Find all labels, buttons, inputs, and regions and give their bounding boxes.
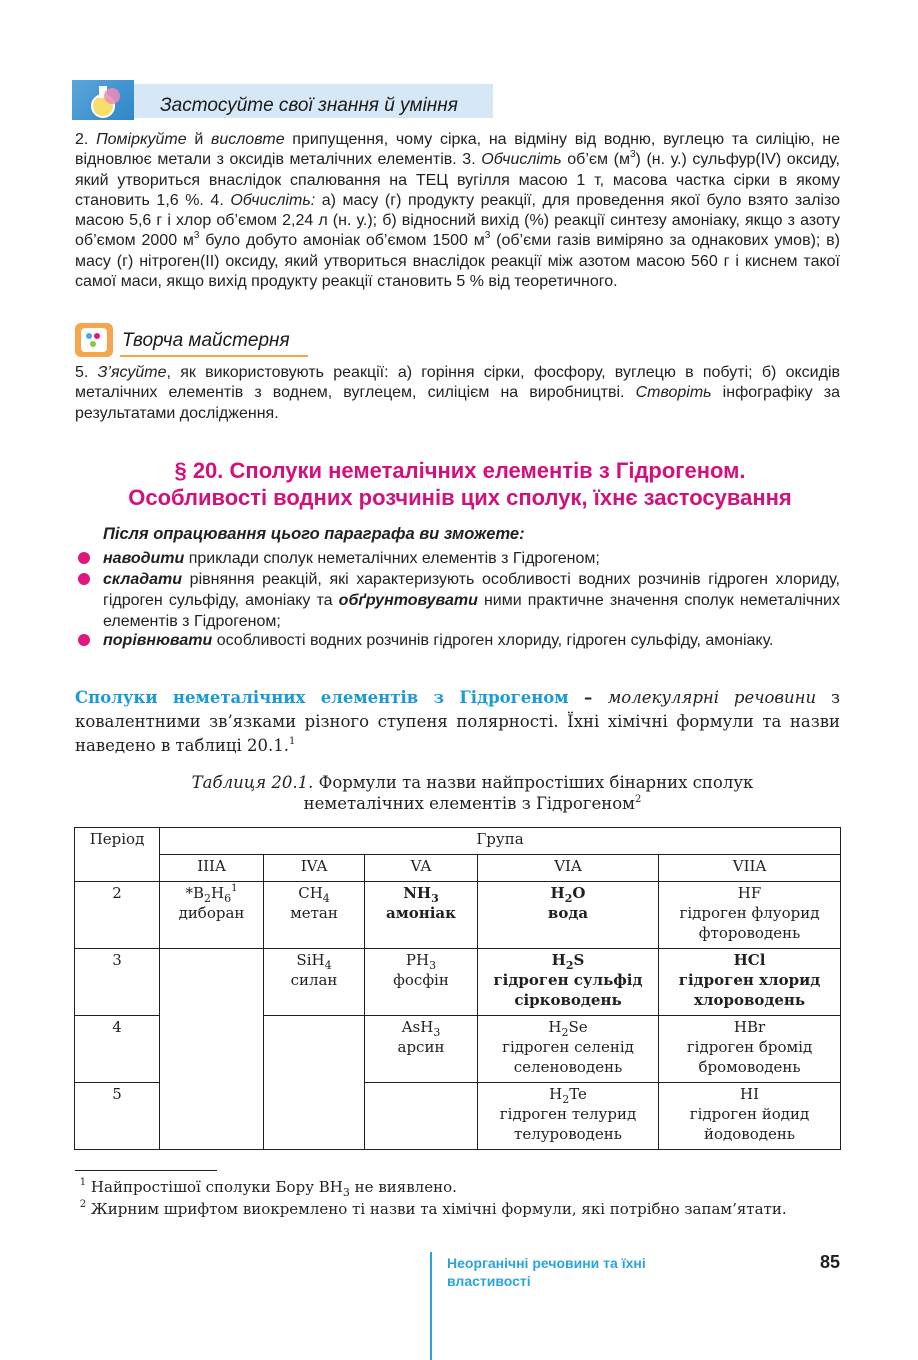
table-caption-line1: Таблиця 20.1. Формули та назви найпростіших бінарних сполук [191, 773, 754, 792]
cell-hbr: HBr гідроген бромід бромоводень [659, 1016, 841, 1083]
group-viia: VIIA [659, 855, 841, 882]
goal-item-1: наводити приклади сполук неметалічних елементів з Гідрогеном; [103, 550, 600, 567]
section-title-line1: § 20. Сполуки неметалічних елементів з Гідрогеном. [174, 458, 746, 483]
period-4: 4 [75, 1016, 160, 1083]
goal-item-3: порівнювати особливості водних розчинів гідроген хлориду, гідроген сульфіду, амоніаку. [103, 632, 774, 649]
cell-h2se: $H_2Se$ гідроген селенід селеноводень [478, 1016, 659, 1083]
cell-ph3: $PH_3$ фосфін [365, 949, 478, 1016]
group-via: VIA [478, 855, 659, 882]
palette-icon [75, 323, 113, 357]
compounds-table [74, 827, 841, 1150]
footer-divider [430, 1252, 432, 1360]
header-period: Період [75, 828, 160, 882]
running-footer: Неорганічні речовини та їхні властивості [447, 1255, 646, 1289]
section-title-line2: Особливості водних розчинів цих сполук, їхнє застосування [128, 485, 792, 510]
table-row [75, 949, 841, 1016]
footnote-2: $^2$ Жирним шрифтом виокремлено ті назви та хімічні формули, які потрібно запам’ятати. [79, 1199, 787, 1218]
cell-b2h6: $*B_2H_6^1$ диборан [160, 882, 264, 949]
table-row [75, 882, 841, 949]
cell-h2s: $H_2S$ гідроген сульфід сірководень [478, 949, 659, 1016]
period-2: 2 [75, 882, 160, 949]
table-caption-line2: неметалічних елементів з Гідрогеном$^2$ [303, 794, 642, 813]
cell-h2te: $H_2Te$ гідроген телурид телуроводень [478, 1083, 659, 1150]
task5-paragraph: 5. З’ясуйте, як використовують реакції: а) горіння сірки, фосфору, вуглецю в побуті; б) оксидів металічних елементів з воднем, вуглецем, силіцієм на виробництві. Створіть інфографіку за результатами дослідження. [75, 364, 841, 422]
footnote-rule [75, 1170, 217, 1171]
bullet-icon [78, 634, 90, 646]
cell-sih4: SiH$_4$ силан [264, 949, 365, 1016]
page-number: 85 [819, 1252, 840, 1272]
cell-ash3: AsH$_3$ арсин [365, 1016, 478, 1083]
period-5: 5 [75, 1083, 160, 1150]
flask-icon [72, 80, 134, 120]
bullet-icon [78, 552, 90, 564]
goals-heading: Після опрацювання цього параграфа ви зможете: [103, 525, 525, 543]
group-va: VA [365, 855, 478, 882]
tasks-paragraph: 2. Поміркуйте й висловте припущення, чому сірка, на відміну від водню, вуглецю та силіцію, не відновлює метали з оксидів металічних елементів. 3. Обчисліть об’єм $(м^3)$ (н. у.) сульфур(IV) оксиду, який утвориться внаслідок спалювання на ТЕЦ вугілля масою 1 т, масова частка сірки в якому становить 1,6 %. 4. Обчисліть: а) масу (г) продукту реакції, для проведення якої було взято залізо масою 5,6 г і хлор об’ємом 2,24 л (н. у.); б) відносний вихід (%) реакції синтезу амоніаку, якщо з азоту об’ємом 2000 $м^3$ було добуто амоніак об’ємом 1500 $м^3$ (об’єми газів виміряно за однакових умов); в) масу (г) нітроген(II) оксиду, який утвориться внаслідок реакції між азотом масою 560 г і киснем такої самої маси, якщо вихід продукту реакції становить 5 % від теоретичного. [75, 131, 841, 291]
cell-h2o: $H_2O$ вода [478, 882, 659, 949]
cell-empty-va [365, 1083, 478, 1150]
creative-workshop-title: Творча майстерня [122, 330, 290, 351]
cell-hf: HF гідроген флуорид фтороводень [659, 882, 841, 949]
creative-workshop-underline [120, 355, 308, 357]
cell-hi: HI гідроген йодид йодоводень [659, 1083, 841, 1150]
bullet-icon [78, 573, 90, 585]
period-3: 3 [75, 949, 160, 1016]
cell-hcl: HCl гідроген хлорид хлороводень [659, 949, 841, 1016]
cell-nh3: $NH_3$ амоніак [365, 882, 478, 949]
goal-item-2: складати рівняння реакцій, які характеризують особливості водних розчинів гідроген хлориду, гідроген сульфіду, амоніаку та обґрунтовувати ними практичне значення сполук неметалічних елементів з Гідрогеном; [103, 571, 840, 630]
cell-empty-iva [264, 1016, 365, 1150]
group-iiia: IIIA [160, 855, 264, 882]
apply-knowledge-title: Застосуйте свої знання й уміння [160, 95, 458, 116]
header-group: Група [160, 828, 841, 855]
footnote-1: $^1$ Найпростішої сполуки Бору $BH_3$ не виявлено. [79, 1177, 457, 1199]
cell-ch4: $CH_4$ метан [264, 882, 365, 949]
intro-paragraph: Сполуки неметалічних елементів з Гідрогеном – молекулярні речовини з ковалентними зв’язками різного ступеня полярності. Їхні хімічні формули та назви наведено в таблиці 20.1.$^1$ [75, 688, 840, 755]
cell-empty-iiia [160, 949, 264, 1150]
group-iva: IVA [264, 855, 365, 882]
